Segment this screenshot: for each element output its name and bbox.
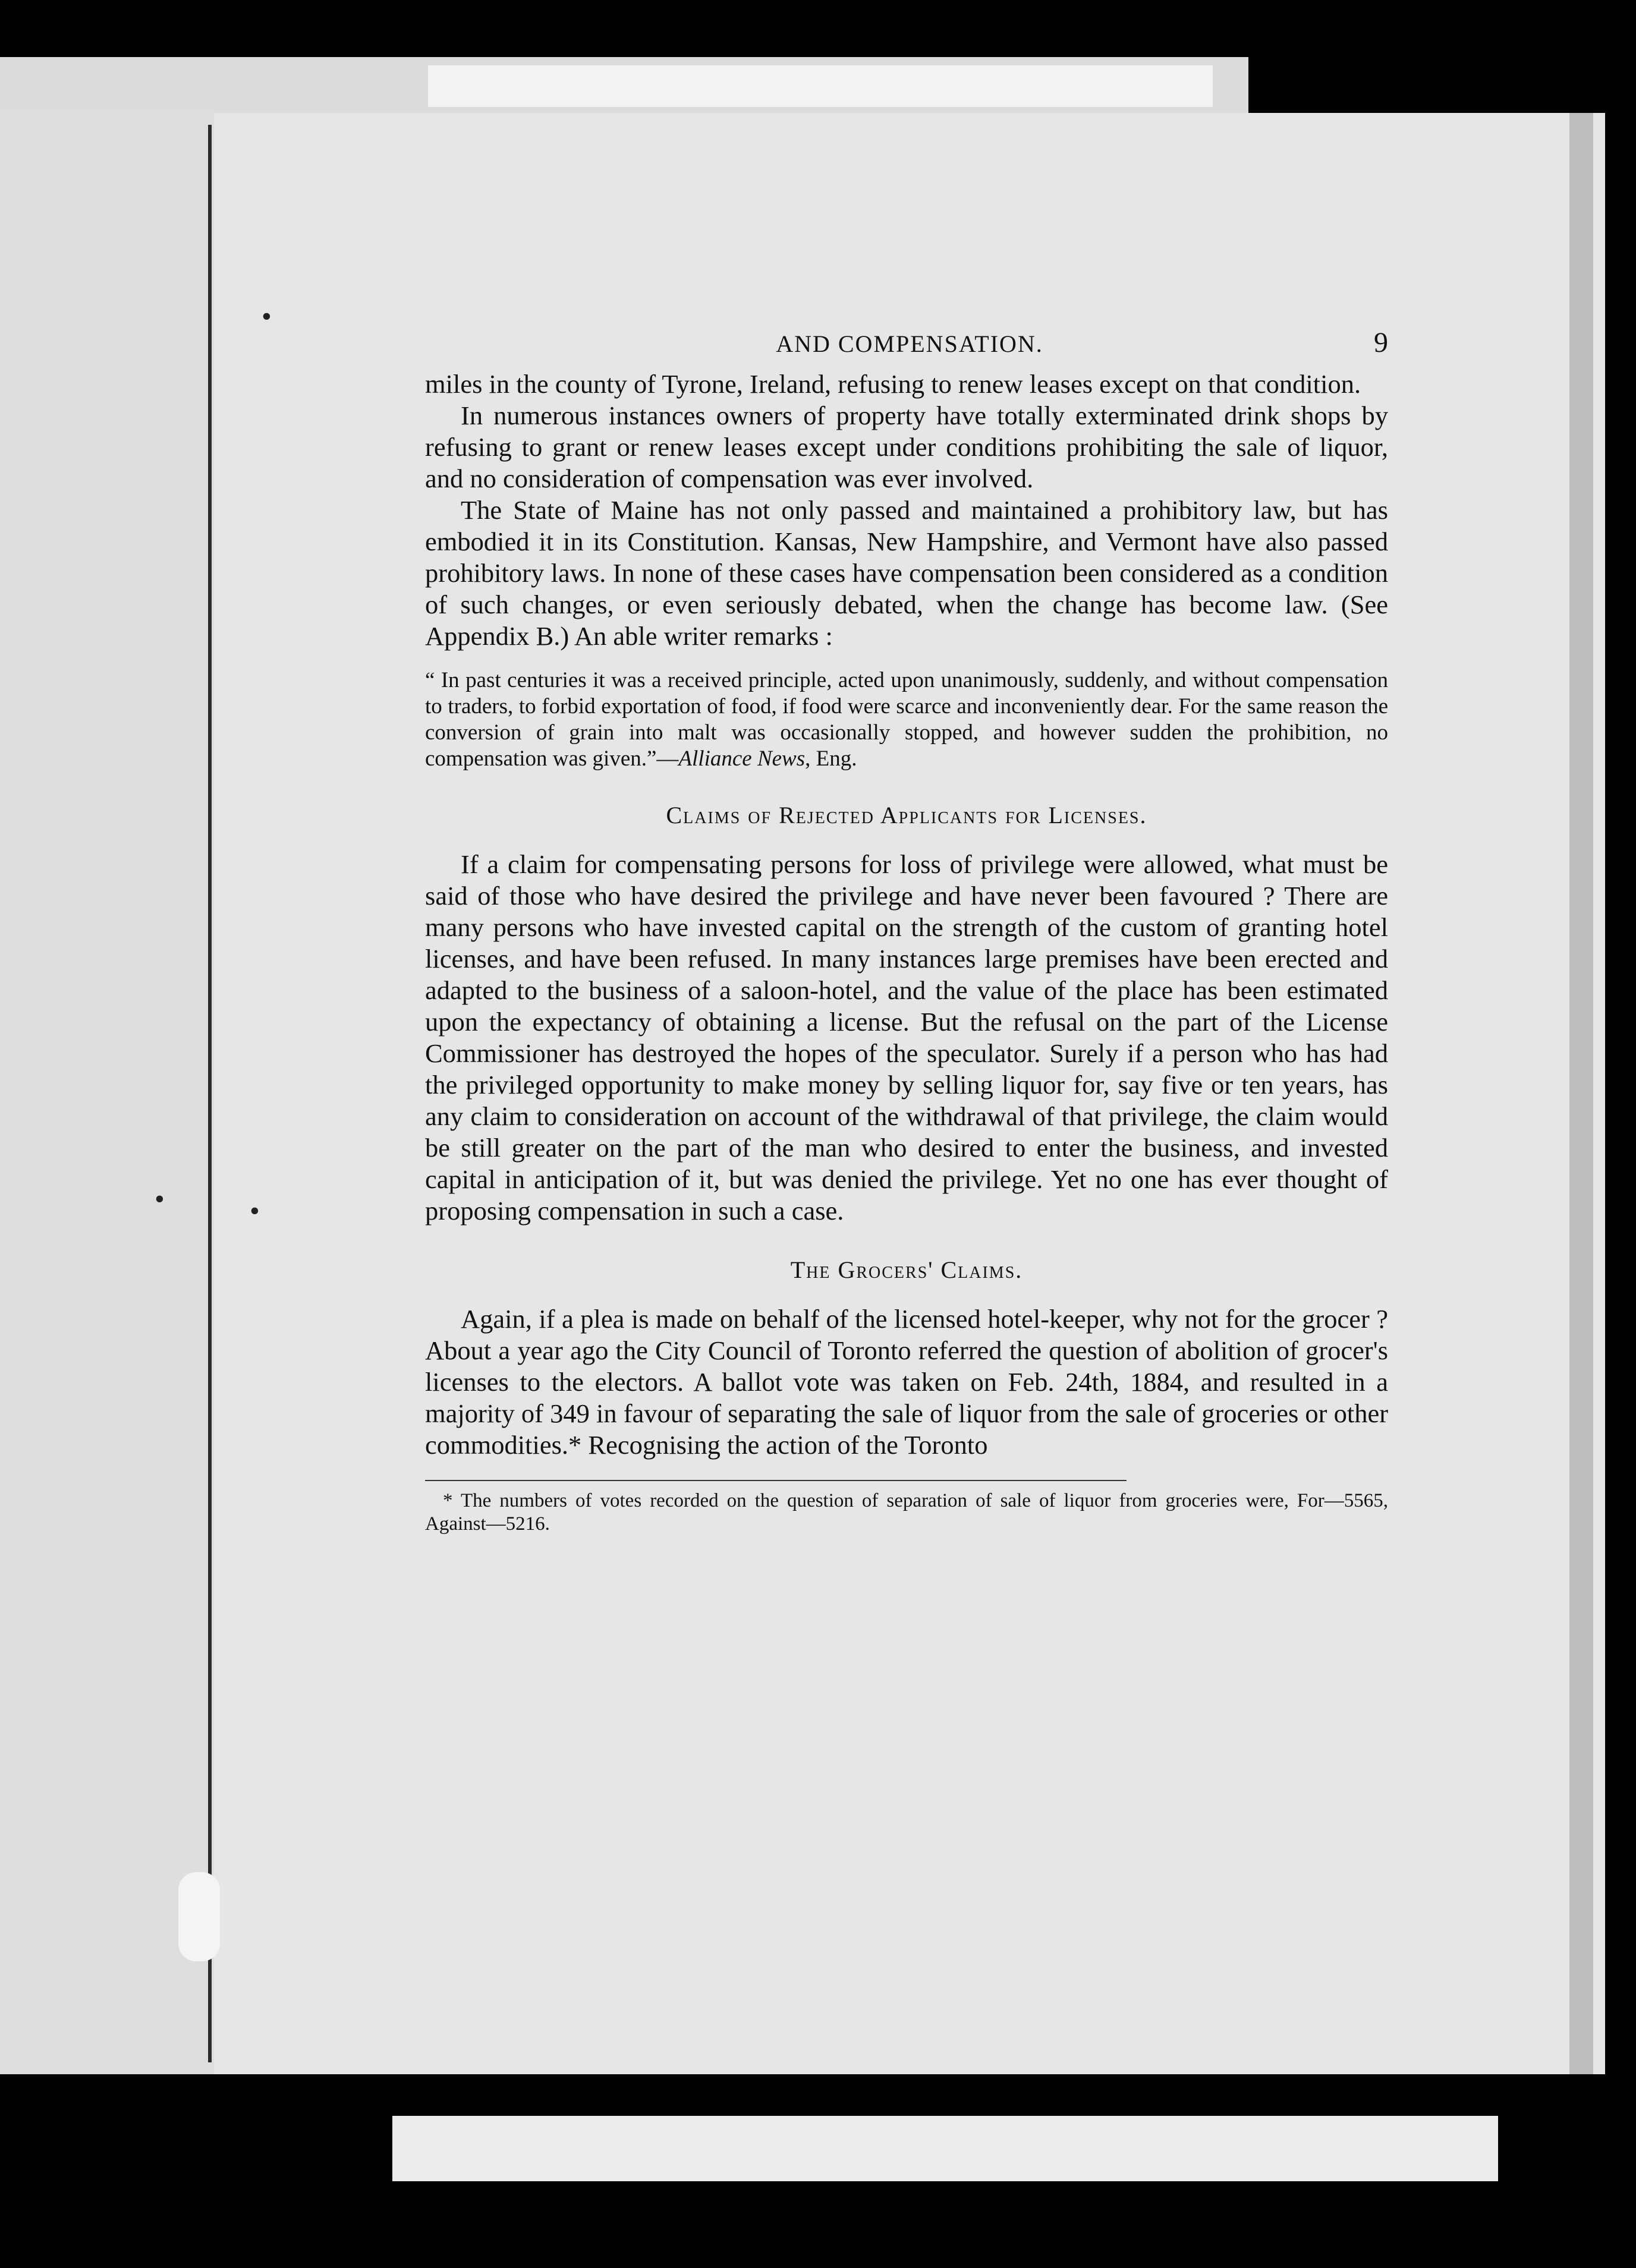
- quote-text: “ In past centuries it was a received principle, acted upon unanimously, suddenly, and without compensation to traders, to forbid exportation of food, if food were scarce and inconveniently dear. For the same reason the conversion of grain into malt was occasionally stopped, and however sudden the prohibition, no compensation was given.”—: [425, 668, 1388, 771]
- page-text: [425, 327, 1388, 1536]
- binding-tab: [178, 1872, 220, 1961]
- footnote-rule: [425, 1480, 1127, 1481]
- paragraph-continuation: miles in the county of Tyrone, Ireland, refusing to renew leases except on that condition.: [425, 369, 1361, 399]
- footnote: * The numbers of votes recorded on the question of separation of sale of liquor from groceries were, For—5565, Against—5216.: [425, 1490, 1388, 1535]
- page-right-edge: [1569, 113, 1593, 2074]
- bottom-paper-slip: [392, 2116, 1498, 2181]
- section-heading-rejected-applicants: Claims of Rejected Applicants for Licenses.: [666, 802, 1147, 829]
- paragraph-rejected-applicants: If a claim for compensating persons for loss of privilege were allowed, what must be said of those who have desired the privilege and have never been favoured ? There are many persons who have invested capital on the strength of the custom of granting hotel licenses, and have been refused. In many instances large premises have been erected and adapted to the business of a saloon-hotel, and the value of the place has been estimated upon the expectancy of obtaining a license. But the refusal on the part of the License Commissioner has destroyed the hopes of the speculator. Surely if a person who has had the privileged opportunity to make money by selling liquor for, say five or ten years, has any claim to consideration on account of the withdrawal of that privilege, the claim would be still greater on the part of the man who desired to enter the business, and invested capital in anticipation of it, but was denied the privilege. Yet no one has ever thought of proposing compensation in such a case.: [425, 849, 1388, 1226]
- binding-line: [208, 125, 212, 2062]
- page-left-margin: [0, 113, 214, 2074]
- margin-speck: •: [262, 301, 272, 332]
- quote-source: Alliance News: [678, 746, 806, 771]
- top-paper-slip: [428, 65, 1213, 107]
- running-head-title: AND COMPENSATION.: [776, 330, 1043, 357]
- paragraph-grocers-claims: Again, if a plea is made on behalf of the licensed hotel-keeper, why not for the grocer ? About a year ago the City Council of Toronto referred the question of abolition of grocer's licenses to the electors. A ballot vote was taken on Feb. 24th, 1884, and resulted in a majority of 349 in favour of separating the sale of liquor from the sale of groceries or other commodities.* Recognising the action of the Toronto: [425, 1304, 1389, 1460]
- page-number: 9: [1374, 327, 1388, 358]
- running-head: [425, 327, 1388, 368]
- paragraph-property-owners: In numerous instances owners of property have totally exterminated drink shops by refusing to grant or renew leases except under conditions prohibiting the sale of liquor, and no consideration of compensation was ever involved.: [425, 401, 1388, 493]
- block-quote: [425, 667, 1388, 772]
- margin-speck: •: [250, 1195, 260, 1227]
- quote-suffix: , Eng.: [805, 746, 857, 771]
- margin-speck: •: [155, 1183, 165, 1215]
- paragraph-state-of-maine: The State of Maine has not only passed and maintained a prohibitory law, but has embodied it in its Constitution. Kansas, New Hampshire, and Vermont have also passed prohibitory laws. In none of these cases have compensation been considered as a condition of such changes, or even seriously debated, when the change has become law. (See Appendix B.) An able writer remarks :: [425, 495, 1388, 651]
- section-heading-grocers-claims: The Grocers' Claims.: [790, 1256, 1023, 1283]
